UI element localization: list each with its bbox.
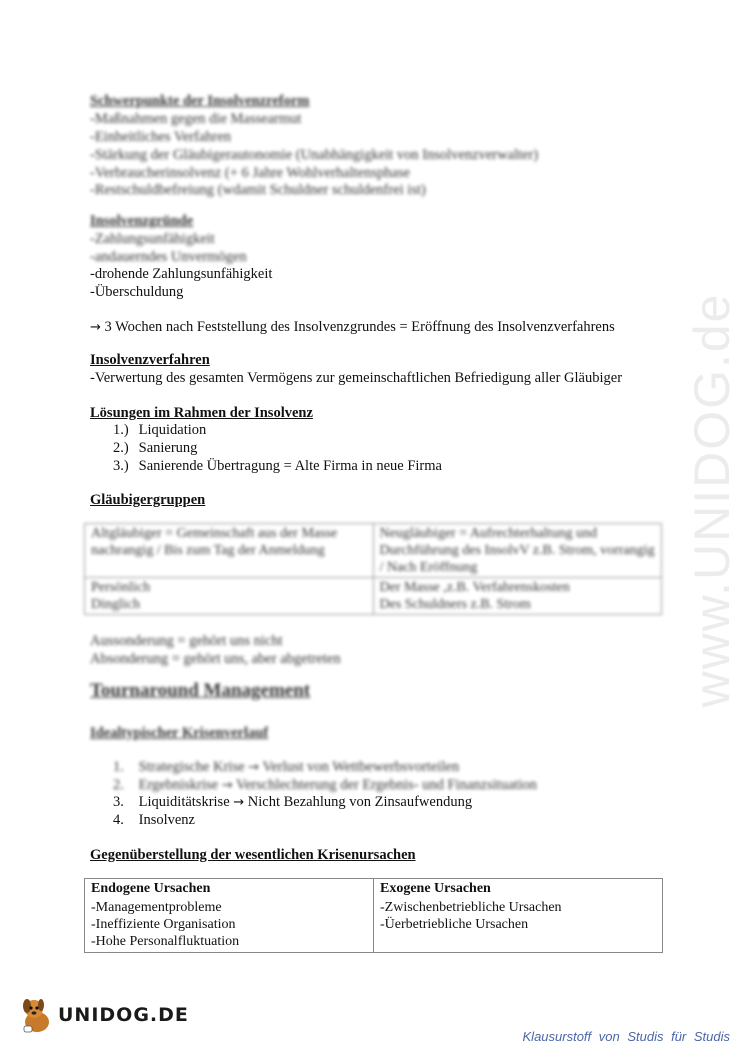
section-heading-loesungen: Lösungen im Rahmen der Insolvenz bbox=[90, 405, 313, 421]
list-number: 2.) bbox=[113, 440, 129, 456]
list-item bbox=[113, 439, 197, 457]
table-cell: -Managementprobleme -Ineffiziente Organisation -Hohe Personalfluktuation bbox=[85, 898, 374, 953]
list-text: Sanierende Übertragung = Alte Firma in neue Firma bbox=[138, 458, 442, 474]
section-heading: Insolvenzgründe bbox=[90, 213, 194, 229]
list-item bbox=[113, 793, 472, 812]
table-row bbox=[85, 898, 663, 953]
verfahren-text: -Verwertung des gesamten Vermögens zur gemeinschaftlichen Befriedigung aller Gläubiger bbox=[90, 370, 623, 386]
list-number: 1. bbox=[113, 759, 124, 775]
section-heading-krisenursachen: Gegenüberstellung der wesentlichen Krisenursachen bbox=[90, 847, 416, 863]
arrow-right-icon: → bbox=[248, 760, 260, 775]
watermark: www.UNIDOG.de bbox=[684, 292, 740, 708]
logo-text: UNIDOG.DE bbox=[58, 1004, 189, 1026]
list-item bbox=[113, 758, 459, 777]
list-text: Liquidation bbox=[138, 422, 207, 438]
note-line: Absonderung = gehört uns, aber abgetreten bbox=[90, 651, 341, 667]
list-number: 4. bbox=[113, 812, 124, 828]
table-cell: Der Masse ,z.B. Verfahrenskosten Des Schuldners z.B. Strom bbox=[373, 578, 662, 615]
list-item bbox=[113, 421, 206, 439]
list-text: Liquiditätskrise bbox=[138, 794, 230, 810]
list-text-after: Verlust von Wettbewerbsvorteilen bbox=[262, 759, 460, 775]
footer-tagline: Klausurstoff von Studis für Studis bbox=[522, 1029, 730, 1044]
arrow-right-icon: → bbox=[221, 778, 233, 793]
list-item: -Maßnahmen gegen die Massearmut bbox=[90, 111, 302, 127]
table-row bbox=[85, 524, 662, 578]
list-number: 2. bbox=[113, 777, 124, 793]
section-heading-verfahren: Insolvenzverfahren bbox=[90, 352, 210, 368]
table-cell: Neugläubiger = Aufrechterhaltung und Durchführung des InsolvV z.B. Strom, vorrangig / Nach Eröffnung bbox=[373, 524, 662, 578]
list-number: 1.) bbox=[113, 422, 129, 438]
glaeubiger-table bbox=[84, 523, 662, 615]
list-item: -andauerndes Unvermögen bbox=[90, 249, 247, 265]
list-item: -Stärkung der Gläubigerautonomie (Unabhängigkeit von Insolvenzverwalter) bbox=[90, 147, 539, 163]
arrow-right-icon: → bbox=[90, 320, 101, 335]
list-item: -Überschuldung bbox=[90, 284, 184, 300]
table-cell: -Zwischenbetriebliche Ursachen -Üerbetriebliche Ursachen bbox=[374, 898, 663, 953]
table-header-cell: Endogene Ursachen bbox=[85, 879, 374, 899]
note-line: Aussonderung = gehört uns nicht bbox=[90, 633, 283, 649]
list-item bbox=[113, 457, 442, 475]
list-item: -Zahlungsunfähigkeit bbox=[90, 231, 215, 247]
table-row bbox=[85, 578, 662, 615]
section-heading-glaeubiger: Gläubigergruppen bbox=[90, 492, 206, 508]
table-cell: Persönlich Dinglich bbox=[85, 578, 374, 615]
arrow-right-icon: → bbox=[233, 795, 245, 810]
turnaround-subheading: Idealtypischer Krisenverlauf bbox=[90, 725, 269, 741]
list-item: -Einheitliches Verfahren bbox=[90, 129, 232, 145]
list-number: 3. bbox=[113, 794, 124, 810]
table-row bbox=[85, 879, 663, 899]
list-text: Sanierung bbox=[138, 440, 198, 456]
unidog-logo bbox=[20, 995, 189, 1035]
list-text: Ergebniskrise bbox=[138, 777, 219, 793]
turnaround-title: Tournaround Management bbox=[90, 680, 311, 701]
list-text: Insolvenz bbox=[138, 812, 195, 828]
table-header-cell: Exogene Ursachen bbox=[374, 879, 663, 899]
list-item: -Verbraucherinsolvenz (+ 6 Jahre Wohlverhaltensphase bbox=[90, 165, 410, 181]
arrow-note bbox=[90, 318, 615, 337]
list-text-after: Verschlechterung der Ergebnis- und Finanzsituation bbox=[236, 777, 537, 793]
list-text-after: Nicht Bezahlung von Zinsaufwendung bbox=[247, 794, 473, 810]
table-cell: Altgläubiger = Gemeinschaft aus der Masse nachrangig / Bis zum Tag der Anmeldung bbox=[85, 524, 374, 578]
list-item: -drohende Zahlungsunfähigkeit bbox=[90, 266, 273, 282]
list-item bbox=[113, 811, 195, 829]
list-number: 3.) bbox=[113, 458, 129, 474]
krisenursachen-table bbox=[84, 878, 663, 953]
section-heading: Schwerpunkte der Insolvenzreform bbox=[90, 93, 310, 109]
dog-icon bbox=[20, 996, 54, 1034]
list-text: Strategische Krise bbox=[138, 759, 245, 775]
arrow-note-text: 3 Wochen nach Feststellung des Insolvenzgrundes = Eröffnung des Insolvenzverfahrens bbox=[104, 319, 615, 335]
list-item: -Restschuldbefreiung (wdamit Schuldner schuldenfrei ist) bbox=[90, 182, 426, 198]
